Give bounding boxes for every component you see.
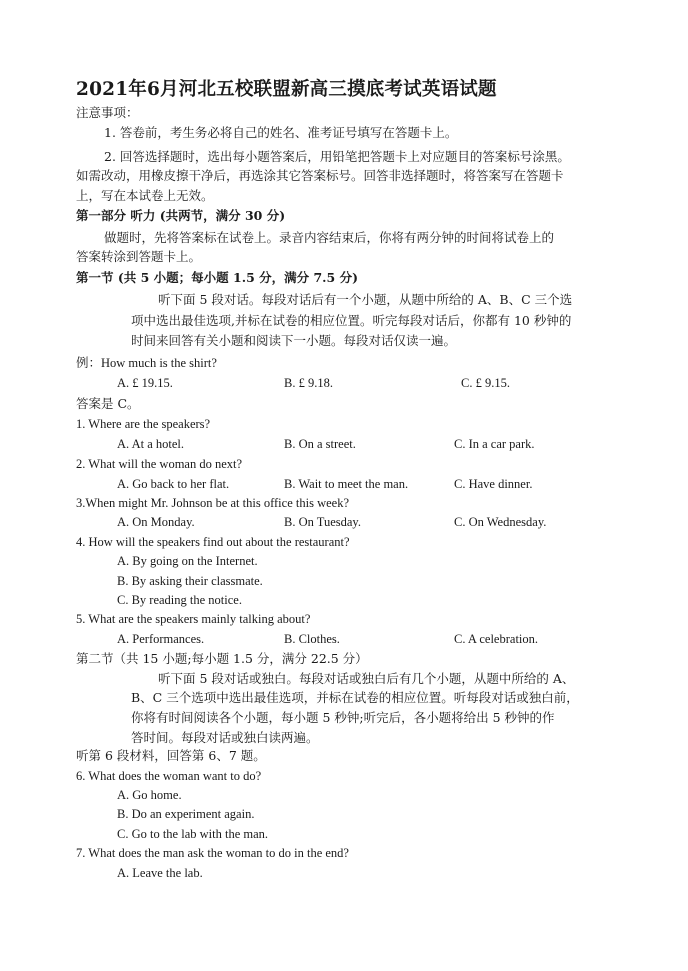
section2-instr-line1: 听下面 5 段对话或独白。每段对话或独白后有几个小题，从题中所给的 A、: [158, 671, 575, 686]
notice-item-2-line3: 上，写在本试卷上无效。: [76, 188, 214, 203]
section2-instr-line4: 答时间。每段对话或独白读两遍。: [131, 730, 319, 745]
section1-instr-line2: 项中选出最佳选项,并标在试卷的相应位置。听完每段对话后，你都有 10 秒钟的: [131, 313, 572, 328]
question-6: 6. What does the woman want to do?: [76, 769, 262, 783]
notice-item-1: 1. 答卷前，考生务必将自己的姓名、准考证号填写在答题卡上。: [104, 125, 458, 140]
question-2: 2. What will the woman do next?: [76, 457, 243, 471]
q2-option-a: A. Go back to her flat.: [117, 477, 230, 491]
q2-option-c: C. Have dinner.: [454, 477, 533, 491]
notice-item-2-line2: 如需改动，用橡皮擦干净后，再选涂其它答案标号。回答非选择题时，将答案写在答题卡: [76, 168, 564, 183]
q1-option-a: A. At a hotel.: [117, 437, 185, 451]
q5-option-b: B. Clothes.: [284, 632, 340, 646]
part1-heading: 第一部分 听力 (共两节，满分 30 分): [76, 208, 286, 223]
section2-material: 听第 6 段材料，回答第 6、7 题。: [76, 748, 266, 763]
example-answer: 答案是 C。: [76, 396, 140, 411]
q2-option-b: B. Wait to meet the man.: [284, 477, 409, 491]
q6-option-c: C. Go to the lab with the man.: [117, 827, 269, 841]
notice-heading: 注意事项：: [76, 105, 139, 120]
example-option-b: B. £ 9.18.: [284, 376, 333, 390]
example-question: 例：How much is the shirt?: [76, 356, 217, 370]
q6-option-b: B. Do an experiment again.: [117, 807, 255, 821]
example-option-c: C. £ 9.15.: [461, 376, 510, 390]
q3-option-b: B. On Tuesday.: [284, 515, 361, 529]
part1-intro-line1: 做题时，先将答案标在试卷上。录音内容结束后，你将有两分钟的时间将试卷上的: [104, 230, 555, 245]
section2-instr-line3: 你将有时间阅读各个小题，每小题 5 秒钟;听完后，各小题将给出 5 秒钟的作: [131, 710, 555, 725]
question-4: 4. How will the speakers find out about the restaurant?: [76, 535, 350, 549]
q4-option-b: B. By asking their classmate.: [117, 574, 263, 588]
question-3: 3.When might Mr. Johnson be at this office this week?: [76, 496, 349, 510]
notice-item-2-line1: 2. 回答选择题时，选出每小题答案后，用铅笔把答题卡上对应题目的答案标号涂黑。: [104, 149, 570, 164]
q4-option-c: C. By reading the notice.: [117, 593, 242, 607]
q1-option-b: B. On a street.: [284, 437, 356, 451]
question-1: 1. Where are the speakers?: [76, 417, 211, 431]
page-title: 2021年6月河北五校联盟新高三摸底考试英语试题: [76, 79, 497, 100]
q6-option-a: A. Go home.: [117, 788, 182, 802]
q4-option-a: A. By going on the Internet.: [117, 554, 258, 568]
section2-instr-line2: B、C 三个选项中选出最佳选项，并标在试卷的相应位置。听每段对话或独白前，: [131, 690, 579, 705]
q3-option-c: C. On Wednesday.: [454, 515, 547, 529]
q5-option-a: A. Performances.: [117, 632, 205, 646]
q7-option-a: A. Leave the lab.: [117, 866, 203, 880]
part1-intro-line2: 答案转涂到答题卡上。: [76, 249, 202, 264]
question-7: 7. What does the man ask the woman to do in the end?: [76, 846, 349, 860]
q3-option-a: A. On Monday.: [117, 515, 195, 529]
section1-instr-line3: 时间来回答有关小题和阅读下一小题。每段对话仅读一遍。: [131, 333, 457, 348]
q5-option-c: C. A celebration.: [454, 632, 539, 646]
section2-heading: 第二节（共 15 小题;每小题 1.5 分，满分 22.5 分）: [76, 651, 368, 666]
example-option-a: A. £ 19.15.: [117, 376, 173, 390]
section1-instr-line1: 听下面 5 段对话。每段对话后有一个小题，从题中所给的 A、B、C 三个选: [158, 292, 573, 307]
section1-heading: 第一节 (共 5 小题；每小题 1.5 分，满分 7.5 分): [76, 270, 358, 285]
q1-option-c: C. In a car park.: [454, 437, 535, 451]
question-5: 5. What are the speakers mainly talking about?: [76, 612, 311, 626]
